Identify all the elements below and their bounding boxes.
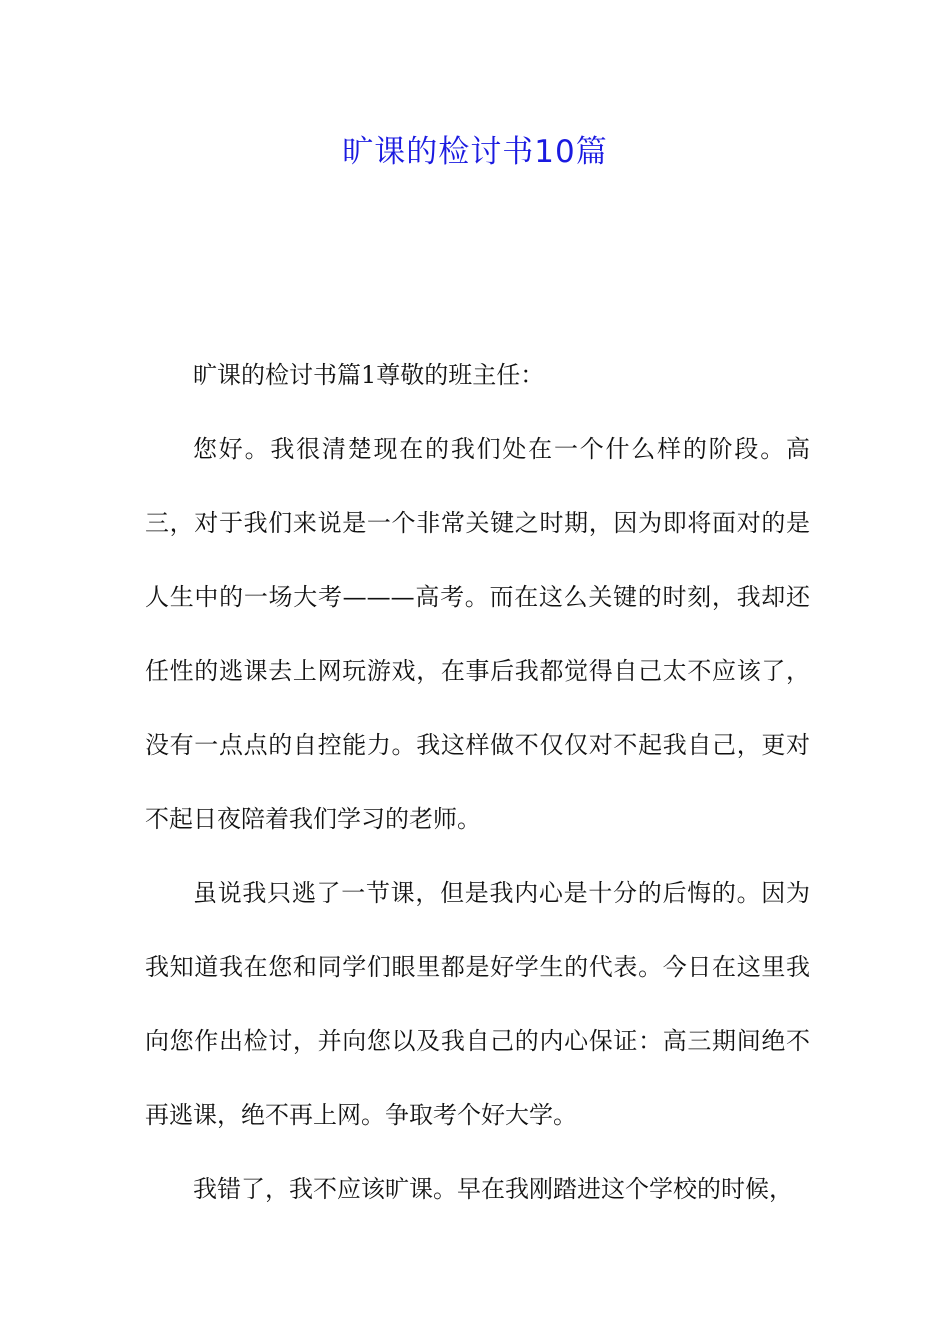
paragraph-salutation: 旷课的检讨书篇1尊敬的班主任： [193, 361, 545, 389]
paragraph-3: 我错了，我不应该旷课。早在我刚踏进这个学校的时候， [193, 1175, 793, 1203]
document-title: 旷课的检讨书10篇 [342, 134, 608, 170]
paragraph-2: 虽说我只逃了一节课，但是我内心是十分的后悔的。因为我知道我在您和同学们眼里都是好学生的代表。今日在这里我向您作出检讨，并向您以及我自己的内心保证：高三期间绝不再逃课，绝不再上网。争取考个好大学。 [145, 879, 810, 1129]
document-body [145, 338, 810, 1226]
paragraph-1: 您好。我很清楚现在的我们处在一个什么样的阶段。高三，对于我们来说是一个非常关键之时期，因为即将面对的是人生中的一场大考———高考。而在这么关键的时刻，我却还任性的逃课去上网玩游戏，在事后我都觉得自己太不应该了，没有一点点的自控能力。我这样做不仅仅对不起我自己，更对不起日夜陪着我们学习的老师。 [145, 435, 810, 833]
